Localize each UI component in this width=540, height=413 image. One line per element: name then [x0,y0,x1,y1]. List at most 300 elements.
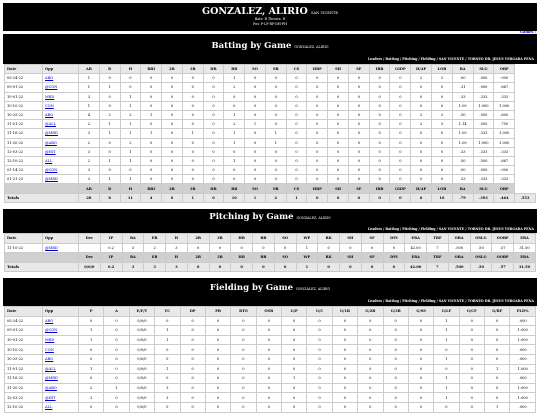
opponent-link[interactable]: @HIT [43,147,79,156]
column-header: HBP [307,184,328,193]
opponent-link[interactable]: CON [43,101,79,110]
column-header: ER [144,253,166,263]
totals-cell: .500 [448,262,470,272]
table-cell: 0 [459,354,484,364]
column-header: BB [253,234,275,244]
table-cell: 0 [369,156,390,165]
table-cell: 0 [340,243,362,253]
table-cell: 0 [282,383,307,393]
table-cell: 0 [432,147,453,156]
table-cell: 0 [390,166,411,175]
table-cell: 1 [99,175,120,184]
table-cell: 0 [265,74,286,83]
column-header: RBI [141,184,162,193]
table-cell: 12-03-22 [5,147,43,156]
table-cell: 1 [155,335,180,345]
table-cell: 0 [307,345,332,355]
table-cell: 0 [369,110,390,119]
table-cell: 0 [203,156,224,165]
table-cell: 0 [307,92,328,101]
column-header: 2B [187,253,209,263]
opponent-link[interactable]: @CON [43,166,79,175]
table-row [5,156,536,165]
nav-link-team[interactable]: SAN VICENTE [438,299,465,303]
table-cell: 01-21-23 [5,175,43,184]
nav-link-leaders[interactable]: Leaders [367,57,383,61]
table-cell: 0 [180,364,205,374]
table-cell: 2 [79,120,100,129]
nav-link-tourney[interactable]: TORNEO DR. JESUS VERGARA PENA [467,57,534,61]
table-cell: 0 [307,74,328,83]
table-cell: 0 [390,110,411,119]
table-cell: 0 [141,92,162,101]
opponent-link[interactable]: @MRD [43,129,79,138]
nav-link-pitching[interactable]: Pitching [402,227,418,231]
table-row [5,166,536,175]
column-header: OBA [448,234,470,244]
table-cell: 0 [358,402,383,412]
table-cell: 0 [332,326,357,336]
opponent-link[interactable]: MRD [43,92,79,101]
table-cell: 0 [383,354,408,364]
column-header: OSLG [470,234,492,244]
table-cell: 0 [307,147,328,156]
table-cell: 0 [358,393,383,403]
column-header: Date [5,307,43,317]
nav-link-batting[interactable]: Batting [385,299,399,303]
opponent-link[interactable]: CON [43,345,79,355]
totals-cell: 0 [307,193,328,202]
table-cell: 0 [332,383,357,393]
player-bats-throws: Bats: R Throws: R [254,17,286,21]
table-cell: 0 [286,120,307,129]
opponent-link[interactable]: @ALL [43,364,79,374]
table-cell: 0 [256,364,281,374]
table-cell: 11-01-22 [5,364,43,374]
table-cell: 1 [434,383,459,393]
table-cell: 0 [265,166,286,175]
table-cell: 0 [332,354,357,364]
column-header: IBB [369,184,390,193]
totals-cell: .553 [515,193,536,202]
table-cell: .333 [494,147,515,156]
table-cell: 3 [432,110,453,119]
table-cell: 0 [286,147,307,156]
table-cell: 0 [256,326,281,336]
batting-nav-links [368,57,534,61]
table-cell: 0 [408,345,433,355]
table-cell: .31 [452,83,473,92]
nav-link-team[interactable]: SAN VICENTE [438,57,465,61]
table-cell: 0 [348,138,369,147]
table-cell: 0 [286,101,307,110]
table-cell: .000 [510,402,536,412]
totals-cell: 42.00 [405,262,427,272]
table-cell: 1 [99,120,120,129]
header-row [5,65,536,74]
nav-separator: / [417,57,421,61]
nav-link-tourney[interactable]: TORNEO DR. JESUS VERGARA PENA [467,299,534,303]
table-cell: 0 [307,110,328,119]
table-cell: 0 [358,326,383,336]
table-cell: 3 [79,129,100,138]
header-row [5,307,536,317]
table-cell: 0 [104,345,129,355]
table-cell: 0 [307,383,332,393]
totals-row [5,262,536,272]
table-cell: 0 [328,175,349,184]
table-row [5,101,536,110]
table-row [5,383,536,393]
column-header: FLD% [510,307,536,317]
totals-cell: 0 [209,262,231,272]
table-cell: 0 [99,138,120,147]
table-cell: 0 [307,138,328,147]
table-cell: 0 [411,175,432,184]
table-cell: 0 [369,101,390,110]
table-cell: 0 [390,156,411,165]
totals-cell: .50 [470,262,492,272]
table-cell: 0 [245,147,266,156]
column-header: SH [340,234,362,244]
table-cell: 1.00 [452,129,473,138]
table-cell: 0 [408,383,433,393]
opponent-link[interactable]: ABO [43,110,79,119]
table-cell: 0 [104,364,129,374]
nav-link-leaders[interactable]: Leaders [367,227,383,231]
table-cell: 0 [485,335,510,345]
table-cell: 0 [245,129,266,138]
table-cell: 0 [307,335,332,345]
column-header: TC [155,307,180,317]
nav-link-leaders[interactable]: Leaders [367,299,383,303]
column-header: HR [231,234,253,244]
table-cell: .500 [448,243,470,253]
table-cell: 05-24-22 [5,316,43,326]
table-cell: 1 [79,74,100,83]
table-cell: 0 [180,402,205,412]
column-header: HR [231,253,253,263]
table-cell: 11-20-22 [5,383,43,393]
column-header: OOBP [492,253,514,263]
table-cell: 1 [141,110,162,119]
table-cell: 0 [162,92,183,101]
table-cell: 1 [99,156,120,165]
nav-link-pitching[interactable]: Pitching [402,57,418,61]
column-header: LOB [432,184,453,193]
table-cell: 0 [411,129,432,138]
nav-link-batting[interactable]: Batting [385,227,399,231]
opponent-link[interactable]: @ABO [43,138,79,147]
opponent-link[interactable]: ALL [43,402,79,412]
totals-cell: 0.2 [100,262,122,272]
opponent-link[interactable]: @CON [43,326,79,336]
pitching-table [4,233,536,272]
table-cell: 1 [434,374,459,384]
totals-cell: 1 [286,193,307,202]
column-header: SH [328,184,349,193]
table-cell: 0 [282,393,307,403]
table-cell: 0 [459,402,484,412]
table-cell: 0 [182,110,203,119]
table-cell: 0 [265,175,286,184]
column-header: 3B [209,234,231,244]
table-cell: 1 [434,393,459,403]
totals-label: Totals [5,262,79,272]
totals-cell: .79 [452,193,473,202]
table-cell: 05-24-22 [5,74,43,83]
totals-cell: 0 [274,262,296,272]
column-header: Dec [79,234,101,244]
nav-link-fielding[interactable]: Fielding [420,299,436,303]
table-cell: .750 [494,120,515,129]
table-cell: 0 [231,383,256,393]
column-header: SF [348,65,369,74]
table-cell: 0 [348,74,369,83]
column-header: SF [361,253,383,263]
column-header: SO [274,234,296,244]
table-cell: 0 [265,83,286,92]
table-cell: 1 [120,175,141,184]
nav-separator: / [417,299,421,303]
opponent-link[interactable]: @HIT [43,393,79,403]
nav-link-fielding[interactable]: Fielding [420,57,436,61]
table-cell: 0 [245,156,266,165]
nav-link-tourney[interactable]: TORNEO DR. JESUS VERGARA PENA [467,227,534,231]
table-cell: 0 [265,147,286,156]
table-cell: 0 [120,74,141,83]
column-header: H [120,184,141,193]
table-cell: 0 [348,147,369,156]
column-header: BK [318,253,340,263]
table-cell: 0 [256,354,281,364]
nav-link-batting[interactable]: Batting [385,57,399,61]
table-cell: .500 [473,110,494,119]
table-cell: 0 [361,243,383,253]
totals-cell: 0 [340,262,362,272]
table-cell: 0 [286,92,307,101]
table-cell: 0 [265,101,286,110]
table-cell: 1 [265,129,286,138]
table-cell: 0 [369,138,390,147]
table-cell: 0 [141,83,162,92]
fielding-title: Fielding by Game [209,283,293,293]
table-cell: 0 [432,156,453,165]
table-row [5,175,536,184]
table-row [5,316,536,326]
table-cell: 0 [282,345,307,355]
table-cell: 0 [318,243,340,253]
table-cell: 1.000 [473,101,494,110]
table-cell: 3 [122,243,144,253]
batting-table [4,64,536,203]
column-header: SB [265,184,286,193]
table-cell: 0 [231,345,256,355]
opponent-link[interactable]: @MRD [43,374,79,384]
column-header: SF [348,184,369,193]
table-cell: 0 [205,316,230,326]
column-header: SO [245,184,266,193]
column-header: G/SS [408,307,433,317]
table-cell: 0 [182,92,203,101]
opponent-link[interactable]: ABO [43,74,79,83]
pitching-title-line [3,212,537,222]
column-header: GIDP [390,184,411,193]
table-cell: 0 [332,335,357,345]
column-header: AB [79,184,100,193]
fielding-section-header [3,278,537,306]
column-header: R [99,184,120,193]
table-cell: 0/0/0 [129,374,154,384]
table-cell: 3 [79,393,104,403]
table-cell: 0 [459,335,484,345]
table-cell: 1 [79,83,100,92]
nav-link-pitching[interactable]: Pitching [402,299,418,303]
table-cell: 0 [224,101,245,110]
table-cell: 0 [307,402,332,412]
column-header: LOB [432,65,453,74]
player-name: GONZALEZ, ALIRIO [201,6,308,17]
table-cell: 0 [162,147,183,156]
table-cell: 0 [485,326,510,336]
column-header: G/CF [459,307,484,317]
column-header: R [99,65,120,74]
opponent-link[interactable]: @MRD [43,243,79,253]
opponent-link[interactable]: @CON [43,83,79,92]
totals-cell: 0 [390,193,411,202]
table-cell: 1 [120,129,141,138]
table-cell: 0 [348,175,369,184]
table-cell: 0 [231,316,256,326]
opponent-link[interactable]: ABO [43,354,79,364]
table-cell: .667 [494,156,515,165]
table-cell: 0 [307,166,328,175]
table-cell: 0 [205,402,230,412]
column-header: HR [203,184,224,193]
column-header: E/F/T [129,307,154,317]
fielding-player-name: GONZALEZ, ALIRIO [295,287,331,291]
table-cell: 0 [328,120,349,129]
table-cell: 0 [155,402,180,412]
table-cell: 0 [328,110,349,119]
table-row [5,335,536,345]
table-cell: 1 [265,138,286,147]
table-cell: 0 [459,374,484,384]
footer-header-row [5,184,536,193]
totals-row [5,193,536,202]
column-header: G/1B [332,307,357,317]
table-cell: 0 [411,156,432,165]
table-cell: 0 [141,175,162,184]
table-cell: 0 [99,92,120,101]
table-cell: .333 [473,129,494,138]
opponent-link[interactable]: @MRD [43,175,79,184]
table-cell: 0 [182,74,203,83]
table-cell: 10-10-22 [5,101,43,110]
table-cell: .333 [473,92,494,101]
opponent-link[interactable]: ALL [43,156,79,165]
table-cell: 0 [203,175,224,184]
table-cell: 0 [203,92,224,101]
opponent-link[interactable]: @ABO [43,383,79,393]
totals-cell: 1 [296,262,318,272]
table-cell: 1 [155,326,180,336]
footer-header-row [5,253,536,263]
table-cell: 0 [256,374,281,384]
column-header: BA [122,234,144,244]
table-row [5,243,536,253]
table-cell: 0/0/0 [129,364,154,374]
table-cell: 0 [162,101,183,110]
table-cell: 0 [205,326,230,336]
totals-cell: 28 [79,193,100,202]
header-row [5,234,536,244]
opponent-link[interactable]: MRD [43,335,79,345]
table-row [5,83,536,92]
column-header: BK [318,234,340,244]
table-cell: 1.000 [510,393,536,403]
opponent-link[interactable]: ABO [43,316,79,326]
table-cell: 0 [332,374,357,384]
opponent-link[interactable]: @ALL [43,120,79,129]
table-cell: .333 [494,92,515,101]
column-header: BA [122,253,144,263]
column-header: HR [203,65,224,74]
games-link[interactable]: Games / [519,30,536,34]
table-cell: 1 [79,335,104,345]
table-cell: 0 [182,147,203,156]
nav-link-team[interactable]: SAN VICENTE [438,227,465,231]
table-cell: 0 [411,83,432,92]
table-cell: 2 [411,74,432,83]
table-cell: 0 [79,316,104,326]
table-cell: 0 [369,83,390,92]
table-cell: 0 [104,402,129,412]
table-cell: 0 [205,335,230,345]
column-header: SH [328,65,349,74]
table-cell: 0 [104,316,129,326]
table-cell: 0 [485,374,510,384]
batting-title-line [3,41,537,51]
table-cell: 0 [390,147,411,156]
table-cell: 0 [224,166,245,175]
table-cell: .33 [452,175,473,184]
table-cell: 0 [408,326,433,336]
table-cell: 0 [231,326,256,336]
table-cell: 1 [99,129,120,138]
table-cell: 0 [383,383,408,393]
table-cell: 0 [328,129,349,138]
table-cell: 0 [162,83,183,92]
table-cell: 0 [286,166,307,175]
table-cell: 1 [434,335,459,345]
table-cell: 1.000 [494,129,515,138]
table-cell: 1 [79,326,104,336]
table-cell: 2 [79,156,100,165]
table-cell: 0 [231,393,256,403]
table-cell: 0 [104,374,129,384]
table-row [5,110,536,119]
table-row [5,393,536,403]
table-cell: 0 [383,364,408,374]
table-cell: .000 [473,83,494,92]
table-cell: 1 [141,129,162,138]
nav-link-fielding[interactable]: Fielding [420,227,436,231]
table-cell: .000 [494,74,515,83]
column-header: AB [79,65,100,74]
table-row [5,402,536,412]
table-cell: 1 [434,354,459,364]
